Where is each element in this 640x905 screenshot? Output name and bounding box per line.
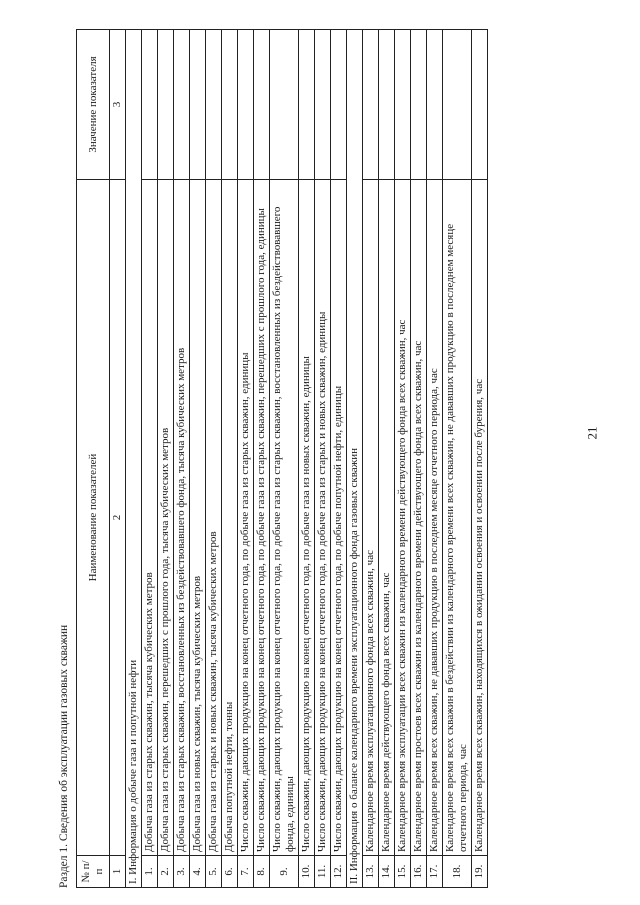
row-name: Календарное время всех скважин, не дававших продукцию в последнем месяце отчетного периода, час — [427, 180, 443, 856]
table-row — [443, 30, 472, 888]
table-row — [472, 30, 488, 888]
row-number: 7. — [238, 856, 254, 888]
row-name: Число скважин, дающих продукцию на конец отчетного года, по добыче попутной нефти, единицы — [331, 180, 347, 856]
row-value — [142, 30, 158, 180]
row-value — [472, 30, 488, 180]
row-value — [222, 30, 238, 180]
row-value — [238, 30, 254, 180]
row-name: Число скважин, дающих продукцию на конец отчетного года, по добыче газа из старых скважин, единицы — [238, 180, 254, 856]
index-3: 3 — [110, 30, 126, 180]
row-number: 5. — [206, 856, 222, 888]
row-value — [395, 30, 411, 180]
wells-table — [76, 29, 488, 888]
section-row — [126, 30, 142, 888]
row-number: 8. — [254, 856, 270, 888]
row-value — [411, 30, 427, 180]
row-value — [379, 30, 395, 180]
row-name: Добыча газа из новых скважин, тысяча кубических метров — [190, 180, 206, 856]
table-row — [427, 30, 443, 888]
index-1: 1 — [110, 856, 126, 888]
row-name: Добыча попутной нефти, тонны — [222, 180, 238, 856]
row-value — [270, 30, 299, 180]
row-name: Число скважин, дающих продукцию на конец отчетного года, по добыче газа из старых скважин, перешедших с прошлого года, единицы — [254, 180, 270, 856]
table-row — [238, 30, 254, 888]
row-number: 13. — [363, 856, 379, 888]
row-value — [331, 30, 347, 180]
section-heading: II. Информация о балансе календарного времени эксплуатационного фонда газовых скважин — [347, 30, 363, 888]
row-value — [158, 30, 174, 180]
row-name: Календарное время действующего фонда всех скважин, час — [379, 180, 395, 856]
row-value — [427, 30, 443, 180]
table-row — [395, 30, 411, 888]
row-name: Число скважин, дающих продукцию на конец отчетного года, по добыче газа из старых и новых скважин, единицы — [315, 180, 331, 856]
row-value — [174, 30, 190, 180]
row-name: Добыча газа из старых скважин, тысяча кубических метров — [142, 180, 158, 856]
row-name: Добыча газа из старых скважин, восстановленных из бездействовавшего фонда, тысяча кубических метров — [174, 180, 190, 856]
row-name: Календарное время эксплуатации всех скважин из календарного времени действующего фонда всех скважин, час — [395, 180, 411, 856]
table-row — [331, 30, 347, 888]
table-row — [379, 30, 395, 888]
row-name: Календарное время всех скважин в бездействии из календарного времени всех скважин, не дававших продукцию в последнем месяце отчетного периода, час — [443, 180, 472, 856]
row-value — [254, 30, 270, 180]
table-body — [126, 30, 488, 888]
row-value — [315, 30, 331, 180]
page-number: 21 — [584, 426, 600, 440]
row-number: 10. — [299, 856, 315, 888]
header-name: Наименование показателей — [77, 180, 110, 856]
row-name: Число скважин, дающих продукцию на конец отчетного года, по добыче газа из старых скважин, восстановленных из бездействовавшего фонда, единицы — [270, 180, 299, 856]
row-number: 19. — [472, 856, 488, 888]
table-row — [174, 30, 190, 888]
header-num: № п/п — [77, 856, 110, 888]
row-number: 2. — [158, 856, 174, 888]
section-heading: I. Информация о добыче газа и попутной нефти — [126, 30, 142, 888]
row-number: 18. — [443, 856, 472, 888]
row-value — [299, 30, 315, 180]
header-value: Значение показателя — [77, 30, 110, 180]
table-row — [254, 30, 270, 888]
row-name: Число скважин, дающих продукцию на конец отчетного года, по добыче газа из новых скважин, единицы — [299, 180, 315, 856]
table-row — [142, 30, 158, 888]
section-title: Раздел 1. Сведения об эксплуатации газовых скважин — [58, 624, 70, 888]
table-row — [222, 30, 238, 888]
row-number: 11. — [315, 856, 331, 888]
table-row — [315, 30, 331, 888]
table-header-row — [77, 30, 110, 888]
row-number: 14. — [379, 856, 395, 888]
index-2: 2 — [110, 180, 126, 856]
row-value — [190, 30, 206, 180]
table-row — [411, 30, 427, 888]
table-row — [270, 30, 299, 888]
row-name: Добыча газа из старых скважин, перешедших с прошлого года, тысяча кубических метров — [158, 180, 174, 856]
row-name: Календарное время эксплуатационного фонда всех скважин, час — [363, 180, 379, 856]
row-number: 1. — [142, 856, 158, 888]
row-name: Календарное время всех скважин, находящихся в ожидании освоения и освоении после бурения, час — [472, 180, 488, 856]
row-number: 15. — [395, 856, 411, 888]
rotated-sheet — [54, 28, 592, 888]
row-number: 12. — [331, 856, 347, 888]
row-number: 9. — [270, 856, 299, 888]
section-row — [347, 30, 363, 888]
row-number: 6. — [222, 856, 238, 888]
row-number: 3. — [174, 856, 190, 888]
row-name: Добыча газа из старых и новых скважин, тысяча кубических метров — [206, 180, 222, 856]
row-name: Календарное время простоев всех скважин из календарного времени действующего фонда всех скважин, час — [411, 180, 427, 856]
row-number: 4. — [190, 856, 206, 888]
row-value — [206, 30, 222, 180]
row-value — [363, 30, 379, 180]
table-row — [206, 30, 222, 888]
table-row — [363, 30, 379, 888]
row-number: 16. — [411, 856, 427, 888]
row-number: 17. — [427, 856, 443, 888]
table-row — [158, 30, 174, 888]
table-row — [299, 30, 315, 888]
row-value — [443, 30, 472, 180]
table-row — [190, 30, 206, 888]
table-index-row — [110, 30, 126, 888]
